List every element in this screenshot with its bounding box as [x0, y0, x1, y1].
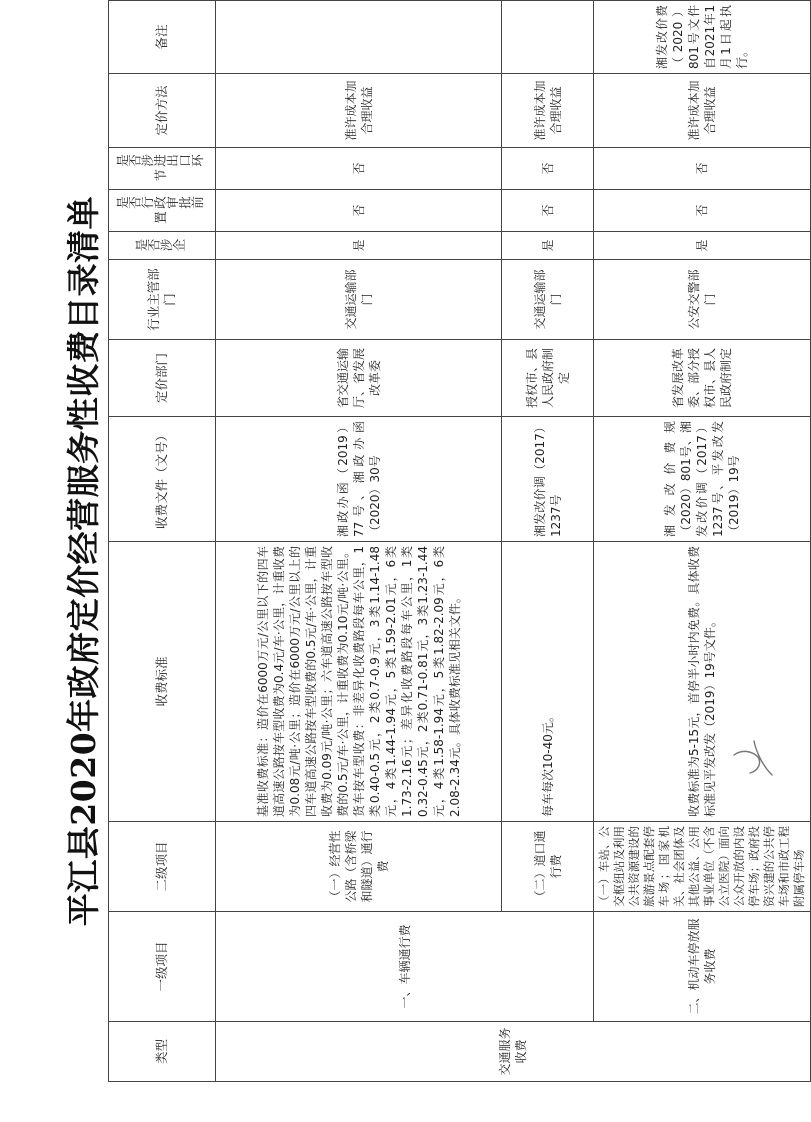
header-type: 类型: [109, 1022, 216, 1082]
level2-cell: （一）车站、公交枢纽站及利用公共资源建设的旅游景点配套停车场；国家机关、社会团体及其他公益、公用事业单位（不含公立医院）面向公众开放的内设停车场；政府投资兴建的公共停车场和市政工程附属停车场: [594, 822, 811, 912]
level2-cell: （二）道口通行费: [502, 822, 594, 912]
admin-cell: 交通运输部门: [502, 260, 594, 340]
approval-cell: 否: [594, 190, 811, 232]
header-level2: 二级项目: [109, 822, 216, 912]
doc-cell: 湘发改价费规（2020）801号、湘发改价调（2017）1237号、平发改发（2019）19号: [594, 417, 811, 542]
import-export-cell: 否: [594, 148, 811, 190]
method-cell: 准许成本加合理收益: [502, 74, 594, 148]
remark-cell: 湘发改价费（2020）801号文件自2021年1月1日起执行。: [594, 1, 811, 74]
doc-cell: 湘政办函（2019）77号、湘政办函（2020）30号: [216, 417, 502, 542]
standard-cell: 基准收费标准：造价在6000万元/公里以下的四车道高速公路按车型收费为0.4元/车·公里，计重收费为0.08元/吨·公里；造价在6000万元/公里以上的四车道高速公路按车型收费的0.5元/车·公里，计重收费为0.09元/吨·公里；六车道高速公路按车型收费的0.5元/车·公里，计重收费为0.10元/吨·公里。货车按车型收费：非差异化收费路段每车公里，1类0.40-0.5元，2类0.7-0.9元，3类1.14-1.48元，4类1.44-1.94元，5类1.59-2.01元，6类1.73-2.16元；差异化收费路段每车公里，1类0.32-0.45元，2类0.71-0.81元，3类1.23-1.44元，4类1.58-1.94元，5类1.82-2.09元，6类2.08-2.34元。具体收费标准见相关文件。: [216, 542, 502, 822]
level1-cell: 二、机动车停放服务收费: [594, 912, 811, 1022]
table-row: [594, 1, 811, 1082]
enterprise-cell: 是: [594, 232, 811, 260]
method-cell: 准许成本加合理收益: [594, 74, 811, 148]
dept-cell: 省交通运输厅、省发展改革委: [216, 340, 502, 417]
remark-cell: [216, 1, 502, 74]
header-level1: 一级项目: [109, 912, 216, 1022]
fee-table: [108, 0, 811, 1082]
enterprise-cell: 是: [502, 232, 594, 260]
standard-cell: 收费标准为5-15元，首停半小时内免费。具体收费标准见平发改发（2019）19号文件。: [594, 542, 811, 822]
header-remark: 备注: [109, 1, 216, 74]
level1-cell: 一、车辆通行费: [216, 912, 594, 1022]
method-cell: 准许成本加合理收益: [216, 74, 502, 148]
dept-cell: 授权市、县人民政府制定: [502, 340, 594, 417]
header-method: 定价方法: [109, 74, 216, 148]
header-approval: 是否行政审批前置: [109, 190, 216, 232]
category-cell: 交通服务收费: [216, 1022, 811, 1082]
table-header-row: [109, 1, 216, 1082]
header-doc: 收费文件（文号）: [109, 417, 216, 542]
header-enterprise: 是否涉企: [109, 232, 216, 260]
admin-cell: 公安交警部门: [594, 260, 811, 340]
header-standard: 收费标准: [109, 542, 216, 822]
remark-cell: [502, 1, 594, 74]
approval-cell: 否: [216, 190, 502, 232]
level2-cell: （一）经营性公路（含桥梁和隧道）通行费: [216, 822, 502, 912]
table-row: [216, 1, 502, 1082]
enterprise-cell: 是: [216, 232, 502, 260]
header-dept: 定价部门: [109, 340, 216, 417]
import-export-cell: 否: [502, 148, 594, 190]
approval-cell: 否: [502, 190, 594, 232]
doc-cell: 湘发改价调（2017）1237号: [502, 417, 594, 542]
import-export-cell: 否: [216, 148, 502, 190]
dept-cell: 省发展改革委、部分授权市、县人民政府制定: [594, 340, 811, 417]
admin-cell: 交通运输部门: [216, 260, 502, 340]
page-title: 平江县2020年政府定价经营服务性收费目录清单: [64, 195, 103, 927]
header-admin: 行业主管部门: [109, 260, 216, 340]
header-import-export: 是否涉进出口环节: [109, 148, 216, 190]
handwritten-mark: [728, 735, 778, 780]
standard-cell: 每车每次10-40元。: [502, 542, 594, 822]
